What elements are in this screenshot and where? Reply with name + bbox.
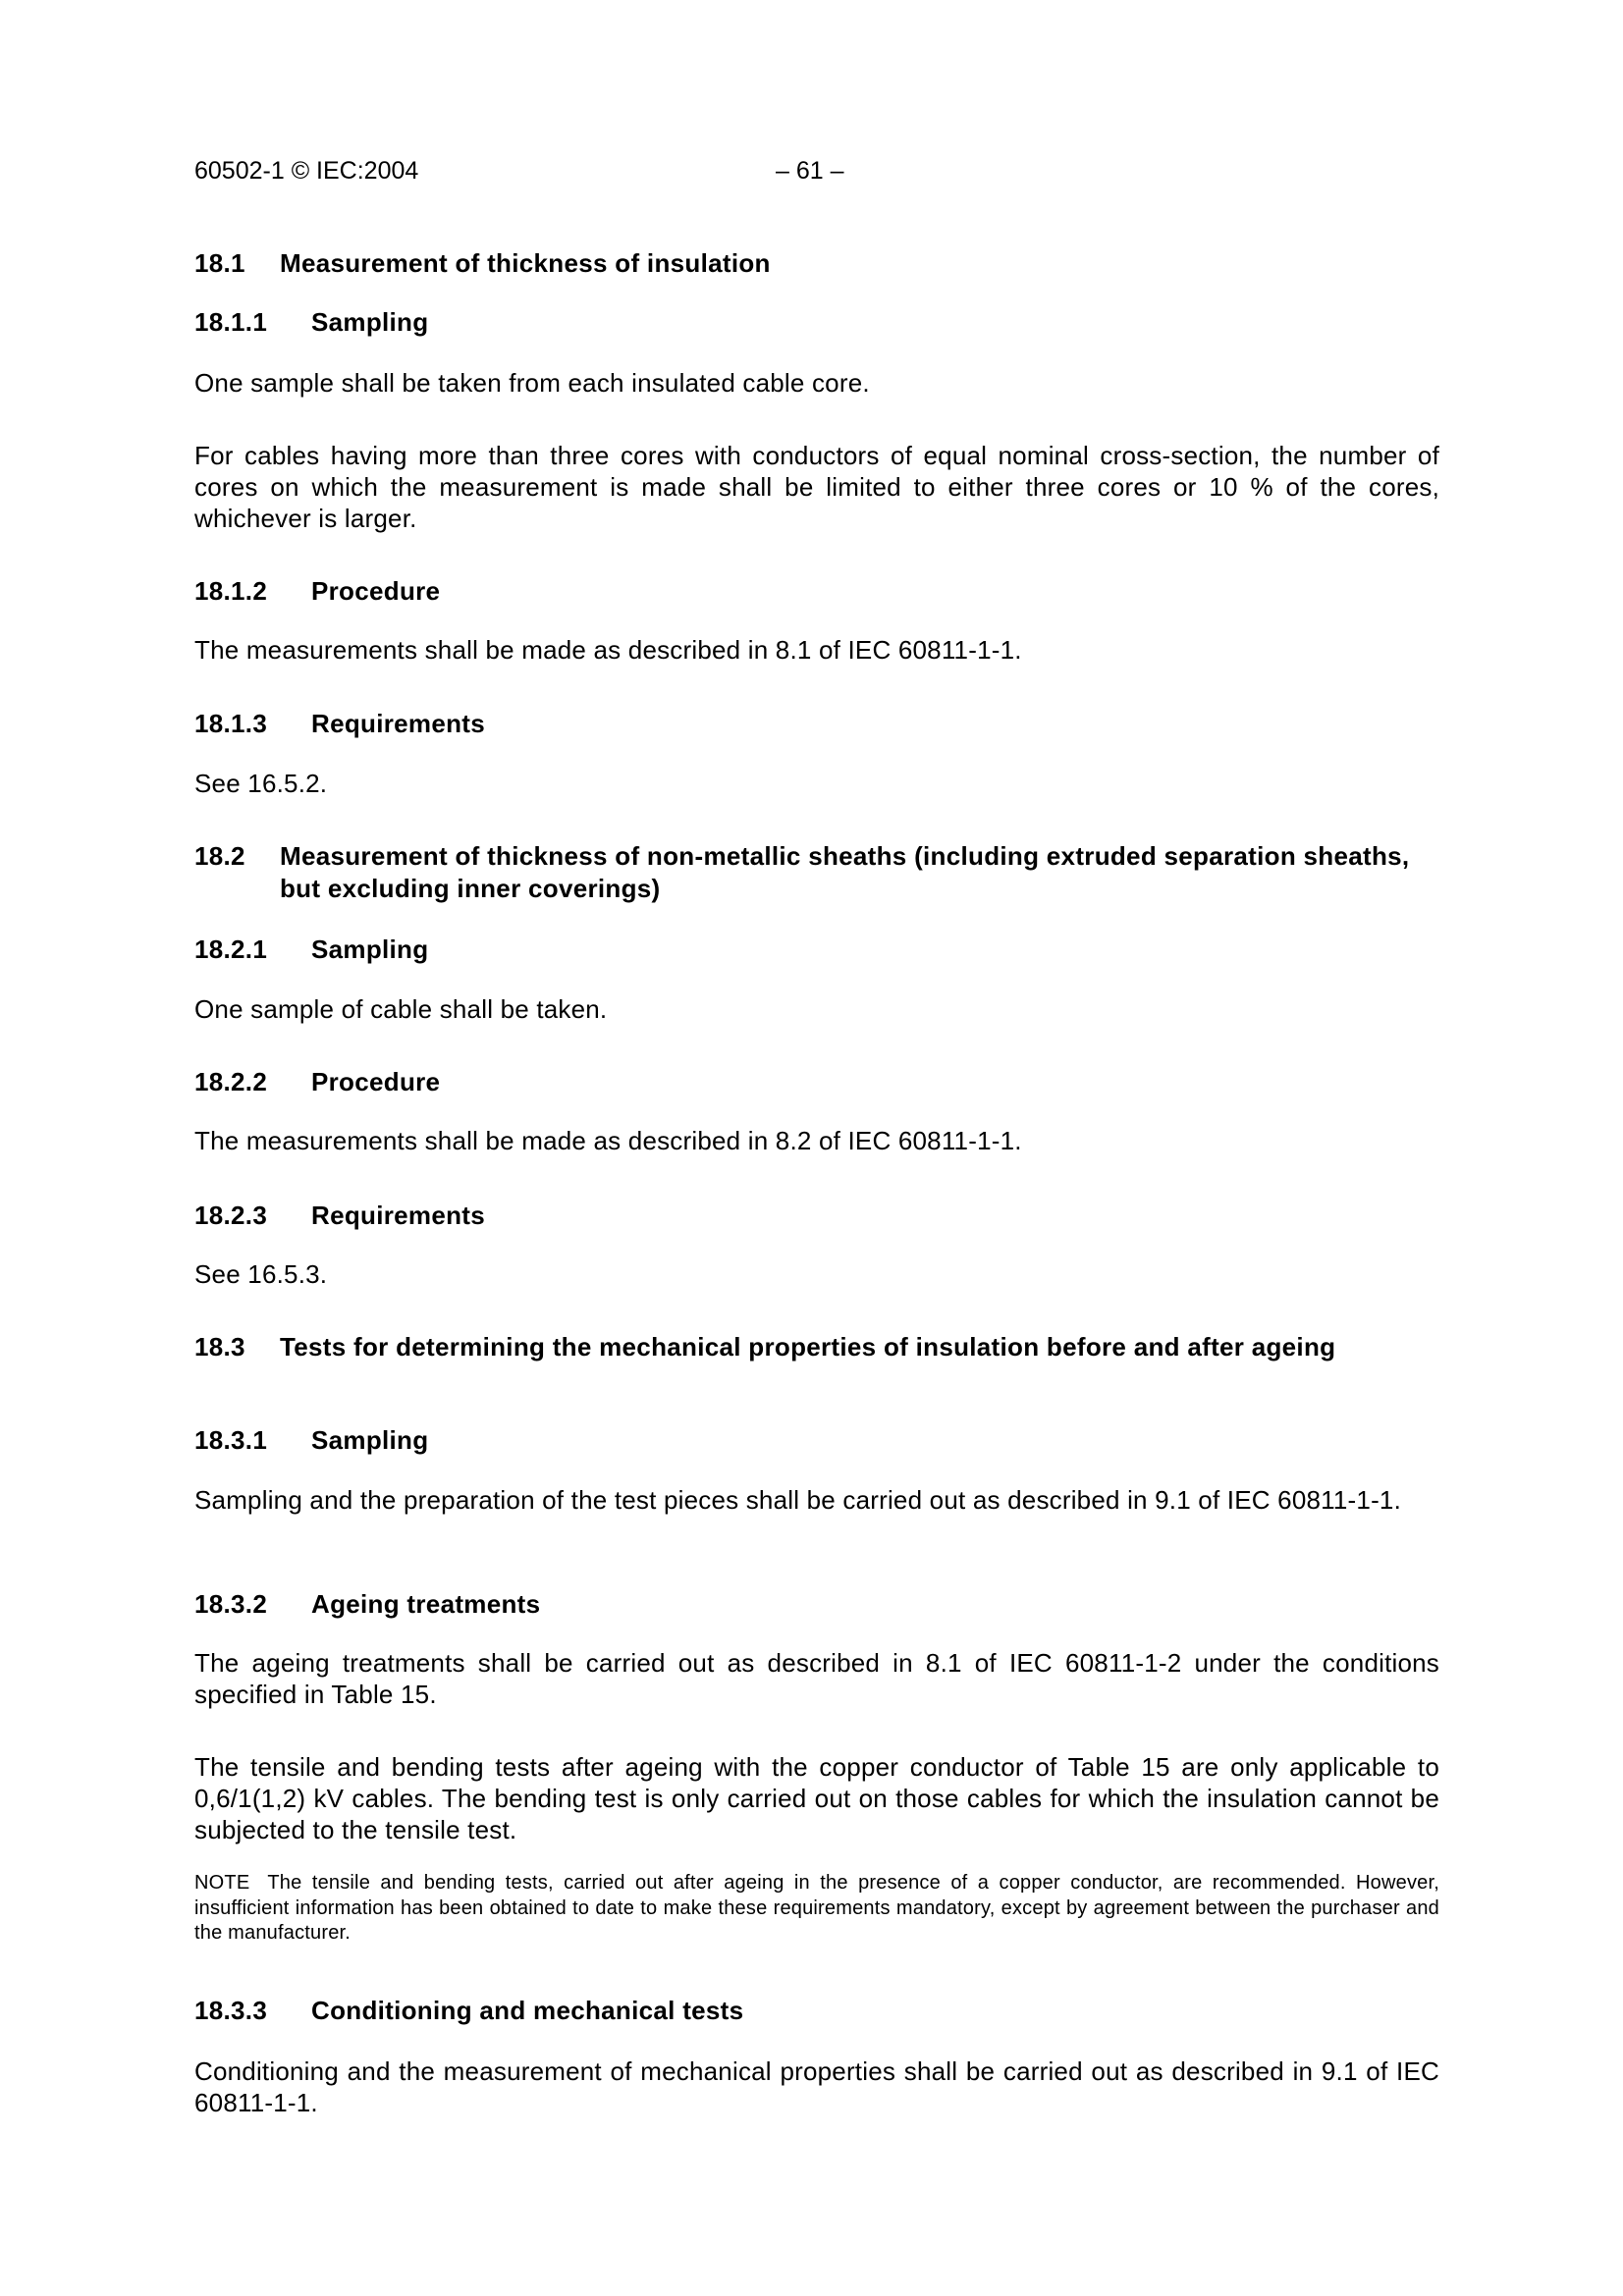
paragraph: The measurements shall be made as described in 8.1 of IEC 60811-1-1. — [194, 635, 1022, 665]
paragraph: One sample of cable shall be taken. — [194, 994, 608, 1024]
heading-18-3: 18.3 Tests for determining the mechanical properties of insulation before and after ageing — [194, 1332, 1336, 1362]
heading-18-1-2: 18.1.2 Procedure — [194, 576, 441, 606]
document-id: 60502-1 © IEC:2004 — [194, 157, 419, 185]
note-text: The tensile and bending tests, carried out after ageing in the presence of a copper conductor, are recommended. However, insufficient information has been obtained to date to make these requirements mandatory, except by agreement between the purchaser and the manufacturer. — [194, 1872, 1439, 1944]
paragraph: Sampling and the preparation of the test pieces shall be carried out as described in 9.1 of IEC 60811-1-1. — [194, 1485, 1402, 1515]
heading-18-3-3: 18.3.3 Conditioning and mechanical tests — [194, 1996, 744, 2025]
heading-18-3-2: 18.3.2 Ageing treatments — [194, 1589, 541, 1619]
paragraph: One sample shall be taken from each insulated cable core. — [194, 368, 870, 398]
heading-18-1-1: 18.1.1 Sampling — [194, 307, 429, 337]
paragraph: Conditioning and the measurement of mechanical properties shall be carried out as described in 9.1 of IEC 60811-1-1. — [194, 2056, 1439, 2117]
page-number: – 61 – — [776, 157, 844, 185]
paragraph: The ageing treatments shall be carried out as described in 8.1 of IEC 60811-1-2 under the conditions specified in Table 15. — [194, 1648, 1439, 1709]
heading-18-2: 18.2 Measurement of thickness of non-metallic sheaths (including extruded separation sheaths, but excluding inner coverings) — [194, 841, 1410, 903]
heading-18-2-3: 18.2.3 Requirements — [194, 1201, 485, 1230]
paragraph: For cables having more than three cores with conductors of equal nominal cross-section, the number of cores on which the measurement is made shall be limited to either three cores or 10 % of the cores, whichever is larger. — [194, 441, 1439, 533]
paragraph: The measurements shall be made as described in 8.2 of IEC 60811-1-1. — [194, 1126, 1022, 1155]
note-label: NOTE — [194, 1872, 250, 1894]
paragraph: See 16.5.3. — [194, 1259, 328, 1289]
heading-18-1-3: 18.1.3 Requirements — [194, 709, 485, 738]
paragraph: The tensile and bending tests after ageing with the copper conductor of Table 15 are only applicable to 0,6/1(1,2) kV cables. The bending test is only carried out on those cables for which the insulation cannot be subjected to the tensile test. — [194, 1752, 1439, 1844]
paragraph: See 16.5.2. — [194, 769, 328, 798]
note — [194, 1871, 1439, 1947]
heading-18-3-1: 18.3.1 Sampling — [194, 1425, 429, 1455]
heading-18-1: 18.1 Measurement of thickness of insulation — [194, 248, 771, 278]
heading-18-2-2: 18.2.2 Procedure — [194, 1067, 441, 1096]
heading-18-2-1: 18.2.1 Sampling — [194, 934, 429, 964]
